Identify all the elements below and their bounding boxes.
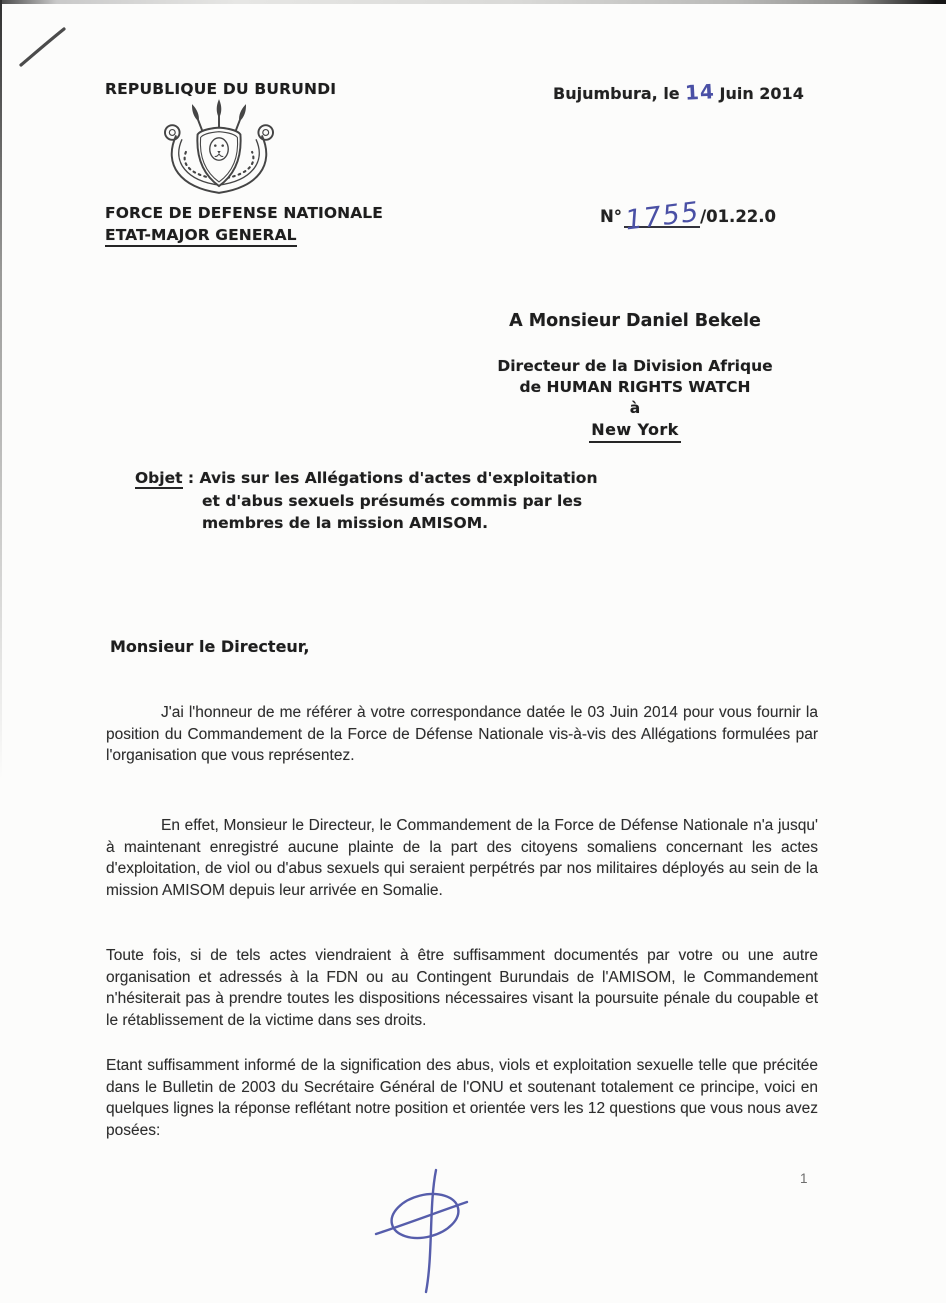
letterhead-republic: REPUBLIQUE DU BURUNDI xyxy=(105,80,337,98)
recipient-name: A Monsieur Daniel Bekele xyxy=(509,311,761,331)
salutation: Monsieur le Directeur, xyxy=(110,637,310,656)
body-paragraph-3: Toute fois, si de tels actes viendraient à être suffisamment documentés par votre ou une autre organisation et adressés à la FDN ou au Contingent Burundais de l'AMISOM, le Commandement n'hésiterait pas à prendre toutes les dispositions nécessaires visant la poursuite pénale du coupable et le rétablissement de la victime dans ses droits. xyxy=(106,947,818,1029)
body-paragraph-2: En effet, Monsieur le Directeur, le Commandement de la Force de Défense Nationale n'a jusqu' à maintenant enregistré aucune plainte de la part des citoyens somaliens concernant les actes d'exploitation, de viol ou d'abus sexuels qui seraient perpétrés par nos militaires déployés au sein de la mission AMISOM depuis leur arrivée en Somalie. xyxy=(106,817,818,899)
date-suffix: Juin 2014 xyxy=(719,84,804,103)
subject-line-3: membres de la mission AMISOM. xyxy=(202,514,489,532)
subject-line-1 xyxy=(135,467,655,490)
recipient-city: New York xyxy=(589,419,680,443)
recipient-at: à xyxy=(629,399,641,417)
subject-label: Objet xyxy=(135,469,183,487)
page-number: 1 xyxy=(800,1171,808,1186)
subject-separator: : xyxy=(182,469,200,487)
body-paragraph-1: J'ai l'honneur de me référer à votre correspondance datée le 03 Juin 2014 pour vous fournir la position du Commandement de la Force de Défense Nationale vis-à-vis des Allégations formulées par l'organisation que vous représentez. xyxy=(106,704,818,765)
burundi-coat-of-arms-icon xyxy=(146,98,292,204)
recipient-organization: de HUMAN RIGHTS WATCH xyxy=(519,378,751,396)
subject-text: Avis sur les Allégations d'actes d'exploitation xyxy=(199,469,598,487)
reference-number-line xyxy=(600,196,777,237)
date-prefix: Bujumbura, le xyxy=(553,84,680,103)
letterhead-etat-major: ETAT-MAJOR GENERAL xyxy=(105,226,297,247)
reference-suffix: /01.22.0 xyxy=(700,207,777,226)
diagonal-pen-checkmark-icon xyxy=(16,24,70,70)
scan-artifact-top-edge xyxy=(0,0,946,4)
letterhead-force-name: FORCE DE DEFENSE NATIONALE xyxy=(105,204,383,222)
scan-artifact-left-edge xyxy=(0,0,2,780)
reference-prefix: N° xyxy=(600,207,623,226)
body-paragraph-4: Etant suffisamment informé de la signification des abus, viols et exploitation sexuelle telle que précitée dans le Bulletin de 2003 du Secrétaire Général de l'ONU et soutenant totalement ce principe, voici en quelques lignes la réponse reflétant notre position et orientée vers les 12 questions que vous nous avez posées: xyxy=(106,1057,818,1139)
subject-block xyxy=(135,467,655,535)
handwritten-reference-number: 1755 xyxy=(623,196,702,237)
handwritten-signature-paraph-icon xyxy=(368,1160,478,1300)
reference-underline-slot xyxy=(623,196,702,237)
date-line xyxy=(553,80,804,104)
subject-line-2: et d'abus sexuels présumés commis par les xyxy=(202,491,583,510)
recipient-block xyxy=(440,311,830,443)
recipient-title: Directeur de la Division Afrique xyxy=(497,357,773,375)
handwritten-day: 14 xyxy=(684,79,716,105)
